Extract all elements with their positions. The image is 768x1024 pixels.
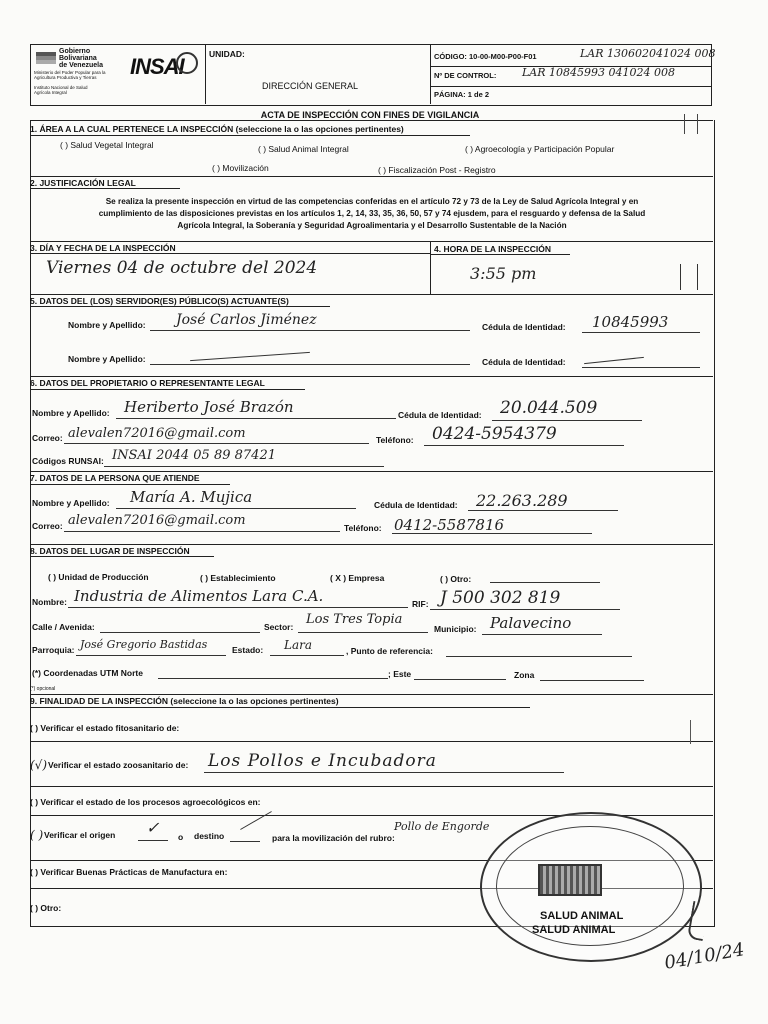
- lugar-municipio-label: Municipio:: [434, 624, 477, 634]
- option-salud-animal: ( ) Salud Animal Integral: [258, 144, 349, 154]
- lugar-sector-value: Los Tres Topia: [306, 612, 403, 627]
- justificacion-line-2: cumplimiento de las disposiciones previstas en los artículos 1, 2, 14, 33, 35, 36, 50, 57 y 74 ejusdem, para el resguardo y defensa de la Salud: [98, 209, 646, 218]
- signature-date: 04/10/24: [662, 939, 747, 974]
- lugar-rif-label: RIF:: [412, 599, 429, 609]
- propietario-cedula-value: 20.044.509: [500, 398, 598, 418]
- section-4-title: 4. HORA DE LA INSPECCIÓN: [434, 244, 551, 254]
- justificacion-line-1: Se realiza la presente inspección en virtud de las competencias conferidas en el artículo 72 y 73 de la Ley de Salud Agrícola Integral y en: [105, 197, 639, 206]
- codigo-label: CÓDIGO: 10-00-M00-P00-F01: [434, 52, 537, 61]
- lugar-estado-label: Estado:: [232, 645, 264, 655]
- codigo-handwritten: LAR 130602041024 008: [580, 47, 716, 60]
- finalidad-movilizacion-rubro: para la movilización del rubro:: [272, 833, 395, 843]
- finalidad-zoosanitario-value: Los Pollos e Incubadora: [208, 751, 437, 771]
- finalidad-zoosanitario-mark: (√): [30, 758, 48, 772]
- fecha-inspeccion-value: Viernes 04 de octubre del 2024: [46, 258, 318, 278]
- gov-line-2: Bolivariana: [59, 55, 97, 62]
- propietario-nombre-value: Heriberto José Brazón: [124, 398, 294, 416]
- section-9-title: 9. FINALIDAD DE LA INSPECCIÓN (seleccione la o las opciones pertinentes): [30, 696, 339, 706]
- utm-este-label: ; Este: [388, 669, 412, 679]
- lugar-referencia-label: , Punto de referencia:: [346, 646, 433, 656]
- lugar-nombre-value: Industria de Alimentos Lara C.A.: [74, 587, 324, 605]
- control-label: Nº DE CONTROL:: [434, 71, 497, 80]
- stamp-emblem: [538, 864, 602, 896]
- propietario-cedula-label: Cédula de Identidad:: [398, 410, 482, 420]
- lugar-parroquia-label: Parroquia:: [32, 645, 75, 655]
- insai-logo: INSAI: [130, 54, 184, 79]
- section-5-title: 5. DATOS DEL (LOS) SERVIDOR(ES) PÚBLICO(S) ACTUANTE(S): [30, 296, 289, 306]
- gov-line-3: de Venezuela: [59, 62, 103, 69]
- atiende-telefono-label: Teléfono:: [344, 523, 382, 533]
- hora-inspeccion-value: 3:55 pm: [470, 264, 537, 283]
- lugar-parroquia-value: José Gregorio Bastidas: [80, 638, 208, 651]
- stamp-text-1: SALUD ANIMAL: [540, 910, 624, 922]
- unidad-value: DIRECCIÓN GENERAL: [262, 81, 359, 91]
- atiende-nombre-label: Nombre y Apellido:: [32, 498, 110, 508]
- margin-ticks-1: [680, 264, 698, 290]
- margin-ticks-3: [690, 720, 699, 744]
- servidor-2-nombre-label: Nombre y Apellido:: [68, 354, 146, 364]
- justificacion-line-3: Agrícola Integral, la Soberanía y Seguridad Agroalimentaria y el Desarrollo Sustentable de la Nación: [177, 221, 567, 230]
- atiende-correo-value: alevalen72016@gmail.com: [68, 513, 246, 528]
- lugar-establecimiento: ( ) Establecimiento: [200, 573, 276, 583]
- utm-norte-label: (*) Coordenadas UTM Norte: [32, 668, 143, 678]
- runsai-value: INSAI 2044 05 89 87421: [112, 448, 276, 463]
- finalidad-origen-mark: ( ): [30, 828, 44, 842]
- form-title: ACTA DE INSPECCIÓN CON FINES DE VIGILANCIA: [260, 110, 480, 120]
- propietario-telefono-value: 0424-5954379: [432, 424, 557, 444]
- servidor-nombre-label: Nombre y Apellido:: [68, 320, 146, 330]
- origen-checkmark: ✓: [146, 818, 160, 837]
- rubro-value: Pollo de Engorde: [394, 820, 490, 833]
- servidor-cedula-label: Cédula de Identidad:: [482, 322, 566, 332]
- finalidad-otro: ( ) Otro:: [30, 903, 62, 913]
- lugar-rif-value: J 500 302 819: [440, 588, 561, 608]
- salud-animal-stamp: [480, 812, 702, 962]
- unidad-label: UNIDAD:: [209, 49, 245, 59]
- lugar-empresa: ( X ) Empresa: [330, 573, 385, 583]
- atiende-cedula-label: Cédula de Identidad:: [374, 500, 458, 510]
- utm-opcional-note: (*) opcional: [30, 686, 56, 692]
- gov-ministry: Ministerio del Poder Popular para la Agricultura Productiva y Tierras: [34, 70, 106, 80]
- lugar-estado-value: Lara: [284, 638, 313, 652]
- utm-zona-label: Zona: [514, 670, 535, 680]
- servidor-cedula-value: 10845993: [592, 313, 669, 331]
- finalidad-agroecologicos: ( ) Verificar el estado de los procesos agroecológicos en:: [30, 797, 261, 807]
- control-handwritten: LAR 10845993 041024 008: [522, 66, 675, 79]
- atiende-nombre-value: María A. Mujica: [130, 488, 253, 506]
- finalidad-zoosanitario: Verificar el estado zoosanitario de:: [48, 760, 189, 770]
- option-agroecologia: ( ) Agroecología y Participación Popular: [465, 144, 615, 154]
- propietario-nombre-label: Nombre y Apellido:: [32, 408, 110, 418]
- runsai-label: Códigos RUNSAI:: [32, 456, 104, 466]
- atiende-cedula-value: 22.263.289: [476, 491, 568, 510]
- finalidad-origen: Verificar el origen: [44, 830, 116, 840]
- finalidad-destino: destino: [194, 831, 225, 841]
- lugar-calle-label: Calle / Avenida:: [32, 622, 95, 632]
- option-fiscalizacion: ( ) Fiscalización Post - Registro: [378, 165, 496, 175]
- propietario-telefono-label: Teléfono:: [376, 435, 414, 445]
- pagina-label: PÁGINA: 1 de 2: [434, 90, 490, 99]
- gov-line-1: Gobierno: [59, 48, 91, 55]
- gov-institute: Instituto Nacional de Salud Agrícola Integral: [34, 85, 88, 95]
- origen-o-label: o: [178, 832, 184, 842]
- section-8-title: 8. DATOS DEL LUGAR DE INSPECCIÓN: [30, 546, 190, 556]
- finalidad-buenas-practicas: ( ) Verificar Buenas Prácticas de Manufactura en:: [30, 867, 228, 877]
- stamp-text-2: SALUD ANIMAL: [532, 924, 616, 936]
- section-6-title: 6. DATOS DEL PROPIETARIO O REPRESENTANTE LEGAL: [30, 378, 265, 388]
- propietario-correo-label: Correo:: [32, 433, 63, 443]
- section-1-title: 1. ÁREA A LA CUAL PERTENECE LA INSPECCIÓN (seleccione la o las opciones pertinentes): [30, 124, 404, 134]
- lugar-unidad-produccion: ( ) Unidad de Producción: [48, 572, 149, 582]
- section-3-title: 3. DÍA Y FECHA DE LA INSPECCIÓN: [30, 243, 176, 253]
- government-logo: [34, 48, 122, 98]
- atiende-telefono-value: 0412-5587816: [394, 516, 505, 534]
- section-7-title: 7. DATOS DE LA PERSONA QUE ATIENDE: [30, 473, 200, 483]
- section-2-title: 2. JUSTIFICACIÓN LEGAL: [30, 178, 136, 188]
- lugar-nombre-label: Nombre:: [32, 597, 67, 607]
- servidor-2-cedula-label: Cédula de Identidad:: [482, 357, 566, 367]
- propietario-correo-value: alevalen72016@gmail.com: [68, 426, 246, 441]
- lugar-otro: ( ) Otro:: [440, 574, 472, 584]
- servidor-nombre-value: José Carlos Jiménez: [176, 312, 317, 328]
- margin-ticks-2: [684, 114, 698, 134]
- option-movilizacion: ( ) Movilización: [212, 163, 269, 173]
- option-salud-vegetal: ( ) Salud Vegetal Integral: [60, 140, 154, 150]
- insai-logo-mark: [176, 52, 198, 74]
- atiende-correo-label: Correo:: [32, 521, 63, 531]
- lugar-municipio-value: Palavecino: [490, 614, 572, 632]
- flag-icon: [36, 52, 56, 64]
- lugar-sector-label: Sector:: [264, 622, 294, 632]
- finalidad-fitosanitario: ( ) Verificar el estado fitosanitario de:: [30, 723, 180, 733]
